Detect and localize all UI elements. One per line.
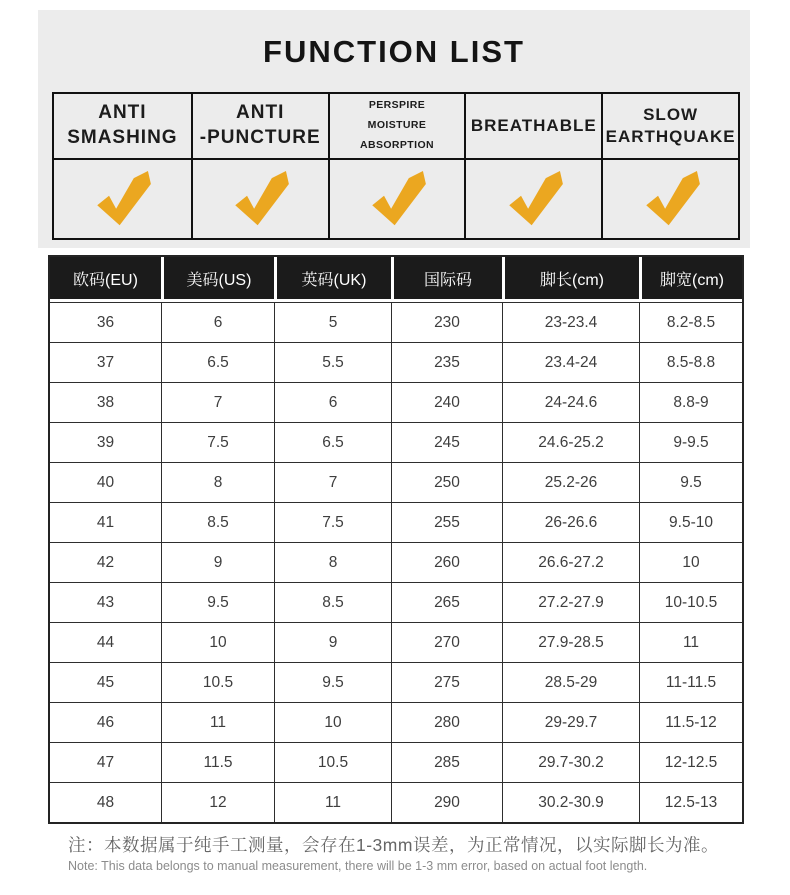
table-cell: 10 — [274, 702, 391, 742]
size-conversion-table — [48, 255, 744, 824]
table-cell: 11 — [161, 702, 274, 742]
check-cell-breathable — [464, 160, 601, 238]
table-cell: 9-9.5 — [639, 422, 742, 462]
table-cell: 270 — [391, 622, 502, 662]
table-cell: 46 — [50, 702, 161, 742]
table-row — [50, 582, 742, 622]
check-mark-icon — [91, 171, 153, 227]
table-cell: 12-12.5 — [639, 742, 742, 782]
column-header: 脚长(cm) — [502, 257, 639, 302]
table-cell: 10 — [161, 622, 274, 662]
table-cell: 45 — [50, 662, 161, 702]
check-mark-icon — [229, 171, 291, 227]
function-label-line: ANTI — [98, 102, 147, 124]
column-header: 欧码(EU) — [50, 257, 161, 302]
table-cell: 9 — [161, 542, 274, 582]
table-cell: 9.5 — [274, 662, 391, 702]
column-header: 美码(US) — [161, 257, 274, 302]
table-cell: 6.5 — [274, 422, 391, 462]
table-cell: 40 — [50, 462, 161, 502]
function-label-line: SMASHING — [67, 127, 178, 148]
table-cell: 5 — [274, 302, 391, 342]
table-cell: 11 — [274, 782, 391, 822]
table-cell: 280 — [391, 702, 502, 742]
function-label-line: MOISTURE ABSORPTION — [359, 119, 434, 151]
function-label-line: EARTHQUAKE — [605, 127, 736, 146]
table-cell: 285 — [391, 742, 502, 782]
table-cell: 48 — [50, 782, 161, 822]
table-cell: 5.5 — [274, 342, 391, 382]
table-row — [50, 782, 742, 822]
table-cell: 28.5-29 — [502, 662, 639, 702]
table-cell: 9.5-10 — [639, 502, 742, 542]
table-cell: 10 — [639, 542, 742, 582]
table-cell: 42 — [50, 542, 161, 582]
table-cell: 255 — [391, 502, 502, 542]
table-cell: 6 — [161, 302, 274, 342]
table-cell: 10-10.5 — [639, 582, 742, 622]
check-cell-perspire-moisture-absorption — [328, 160, 465, 238]
table-cell: 23.4-24 — [502, 342, 639, 382]
function-table — [52, 92, 740, 240]
table-row — [50, 702, 742, 742]
table-cell: 8.5-8.8 — [639, 342, 742, 382]
table-cell: 12.5-13 — [639, 782, 742, 822]
table-row — [50, 662, 742, 702]
table-cell: 7 — [274, 462, 391, 502]
table-cell: 8.5 — [274, 582, 391, 622]
table-cell: 24-24.6 — [502, 382, 639, 422]
function-label-perspire-moisture-absorption — [328, 94, 465, 158]
function-label-breathable — [464, 94, 601, 158]
table-cell: 230 — [391, 302, 502, 342]
table-cell: 8 — [274, 542, 391, 582]
table-cell: 250 — [391, 462, 502, 502]
table-cell: 47 — [50, 742, 161, 782]
table-cell: 12 — [161, 782, 274, 822]
function-label-line: SLOW — [643, 104, 699, 124]
table-row — [50, 302, 742, 342]
table-cell: 240 — [391, 382, 502, 422]
table-cell: 23-23.4 — [502, 302, 639, 342]
table-cell: 11-11.5 — [639, 662, 742, 702]
table-cell: 36 — [50, 302, 161, 342]
table-cell: 235 — [391, 342, 502, 382]
table-row — [50, 502, 742, 542]
table-cell: 27.2-27.9 — [502, 582, 639, 622]
function-label-line: -PUNCTURE — [199, 127, 321, 148]
column-header: 英码(UK) — [274, 257, 391, 302]
table-row — [50, 622, 742, 662]
table-cell: 9.5 — [639, 462, 742, 502]
table-cell: 9 — [274, 622, 391, 662]
table-cell: 245 — [391, 422, 502, 462]
function-label-line: BREATHABLE — [470, 115, 597, 135]
table-cell: 8 — [161, 462, 274, 502]
table-row — [50, 542, 742, 582]
table-cell: 290 — [391, 782, 502, 822]
table-cell: 7.5 — [161, 422, 274, 462]
table-cell: 7.5 — [274, 502, 391, 542]
column-header: 国际码 — [391, 257, 502, 302]
table-cell: 29.7-30.2 — [502, 742, 639, 782]
note-chinese: 注：本数据属于纯手工测量，会存在1-3mm误差，为正常情况，以实际脚长为准。 — [68, 835, 719, 855]
table-row — [50, 462, 742, 502]
function-label-line: PERSPIRE — [368, 99, 426, 112]
table-row — [50, 422, 742, 462]
table-cell: 6 — [274, 382, 391, 422]
function-check-row — [54, 160, 738, 238]
function-label-anti-smashing — [54, 94, 191, 158]
check-cell-anti-smashing — [54, 160, 191, 238]
column-header: 脚宽(cm) — [639, 257, 742, 302]
table-cell: 11 — [639, 622, 742, 662]
function-list-panel — [38, 10, 750, 248]
table-cell: 41 — [50, 502, 161, 542]
check-cell-anti-puncture — [191, 160, 328, 238]
table-cell: 30.2-30.9 — [502, 782, 639, 822]
table-cell: 275 — [391, 662, 502, 702]
table-cell: 6.5 — [161, 342, 274, 382]
table-cell: 26.6-27.2 — [502, 542, 639, 582]
table-row — [50, 342, 742, 382]
table-cell: 44 — [50, 622, 161, 662]
table-cell: 260 — [391, 542, 502, 582]
table-cell: 265 — [391, 582, 502, 622]
table-cell: 26-26.6 — [502, 502, 639, 542]
table-cell: 38 — [50, 382, 161, 422]
function-label-slow-earthquake — [601, 94, 738, 158]
table-row — [50, 382, 742, 422]
note-english: Note: This data belongs to manual measurement, there will be 1-3 mm error, based on actual foot length. — [68, 859, 648, 873]
table-row — [50, 742, 742, 782]
check-cell-slow-earthquake — [601, 160, 738, 238]
function-label-anti-puncture — [191, 94, 328, 158]
table-cell: 25.2-26 — [502, 462, 639, 502]
table-cell: 37 — [50, 342, 161, 382]
table-cell: 9.5 — [161, 582, 274, 622]
table-cell: 10.5 — [161, 662, 274, 702]
function-label-line: ANTI — [236, 102, 285, 124]
table-cell: 8.5 — [161, 502, 274, 542]
table-cell: 43 — [50, 582, 161, 622]
table-cell: 8.2-8.5 — [639, 302, 742, 342]
table-cell: 29-29.7 — [502, 702, 639, 742]
size-table-header-row — [50, 257, 742, 302]
page-title: FUNCTION LIST — [263, 34, 525, 69]
table-cell: 11.5 — [161, 742, 274, 782]
check-mark-icon — [640, 171, 702, 227]
table-cell: 8.8-9 — [639, 382, 742, 422]
check-mark-icon — [366, 171, 428, 227]
check-mark-icon — [503, 171, 565, 227]
table-cell: 7 — [161, 382, 274, 422]
table-cell: 24.6-25.2 — [502, 422, 639, 462]
table-cell: 39 — [50, 422, 161, 462]
function-header-row — [54, 94, 738, 160]
table-cell: 11.5-12 — [639, 702, 742, 742]
table-cell: 27.9-28.5 — [502, 622, 639, 662]
table-cell: 10.5 — [274, 742, 391, 782]
